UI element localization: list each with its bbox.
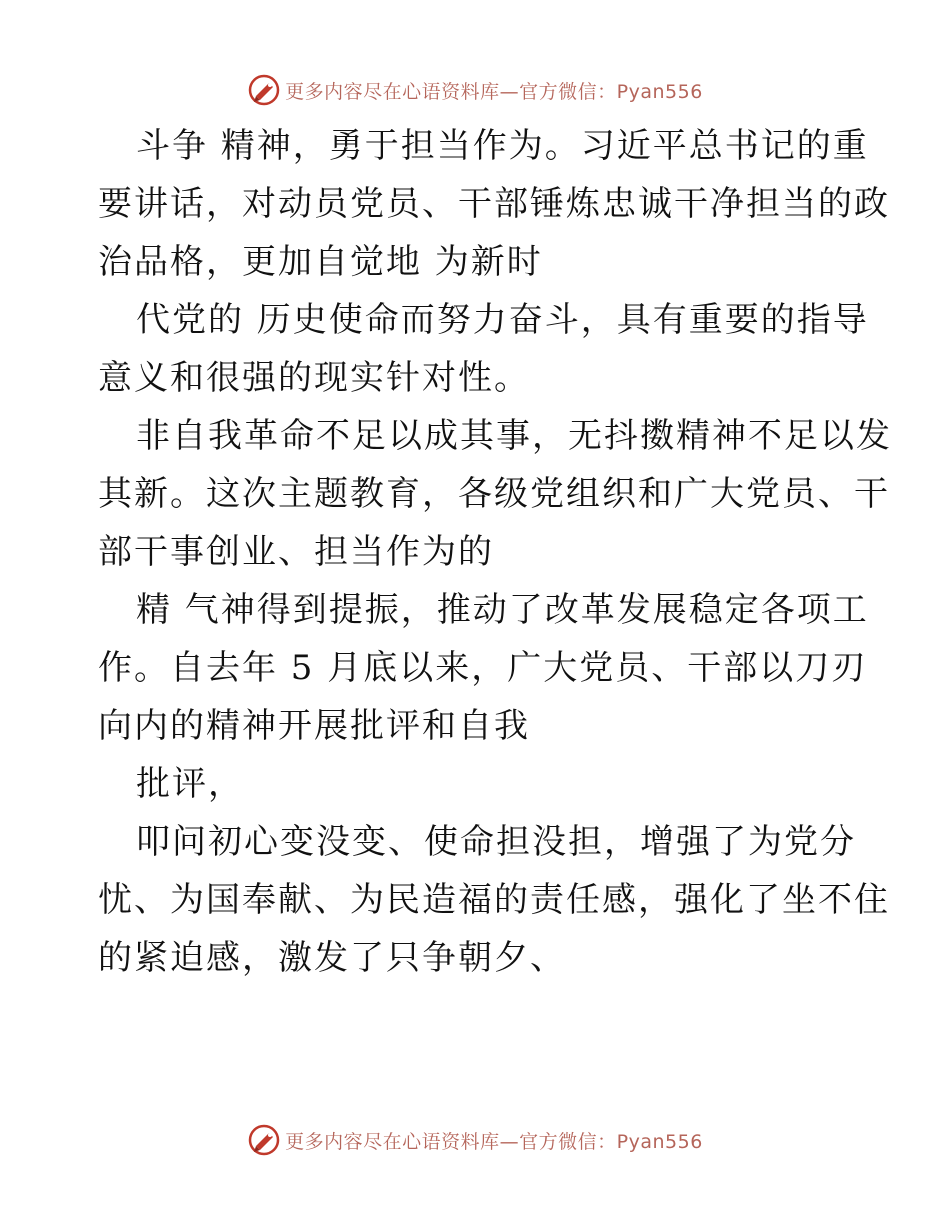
paragraph	[98, 813, 890, 987]
text-line: 要讲话，对动员党员、干部锤炼忠诚干净担当的政	[98, 184, 890, 224]
text-line: 非自我革命不足以成其事，无抖擞精神不足以发	[136, 416, 892, 456]
text-line: 精 气神得到提振，推动了改革发展稳定各项工	[136, 590, 869, 630]
pen-logo-icon	[247, 73, 281, 107]
banner-text: 更多内容尽在心语资料库—官方微信：Pyan556	[285, 1130, 703, 1153]
text-line: 叩问初心变没变、使命担没担，增强了为党分	[136, 822, 856, 862]
paragraph	[98, 407, 892, 581]
text-line: 向内的精神开展批评和自我	[98, 706, 530, 746]
header-banner	[0, 70, 950, 110]
text-line: 其新。这次主题教育，各级党组织和广大党员、干	[98, 474, 890, 514]
text-line: 斗争 精神，勇于担当作为。习近平总书记的重	[136, 126, 869, 166]
text-line: 的紧迫感，激发了只争朝夕、	[98, 938, 566, 978]
paragraph	[98, 581, 869, 755]
pen-logo-icon	[247, 1123, 281, 1157]
text-line: 代党的 历史使命而努力奋斗，具有重要的指导	[136, 300, 869, 340]
paragraph	[98, 291, 869, 407]
banner-text: 更多内容尽在心语资料库—官方微信：Pyan556	[285, 80, 703, 103]
text-line: 部干事创业、担当作为的	[98, 532, 494, 572]
paragraph	[98, 755, 858, 813]
footer-banner	[0, 1120, 950, 1160]
document-body	[98, 117, 892, 987]
paragraph	[98, 117, 890, 291]
text-line: 治品格，更加自觉地 为新时	[98, 242, 543, 282]
text-line: 作。自去年 5 月底以来，广大党员、干部以刀刃	[98, 648, 868, 688]
text-line: 意义和很强的现实针对性。	[98, 358, 530, 398]
text-line: 批评，	[136, 764, 244, 804]
text-line: 忧、为国奉献、为民造福的责任感，强化了坐不住	[98, 880, 890, 920]
